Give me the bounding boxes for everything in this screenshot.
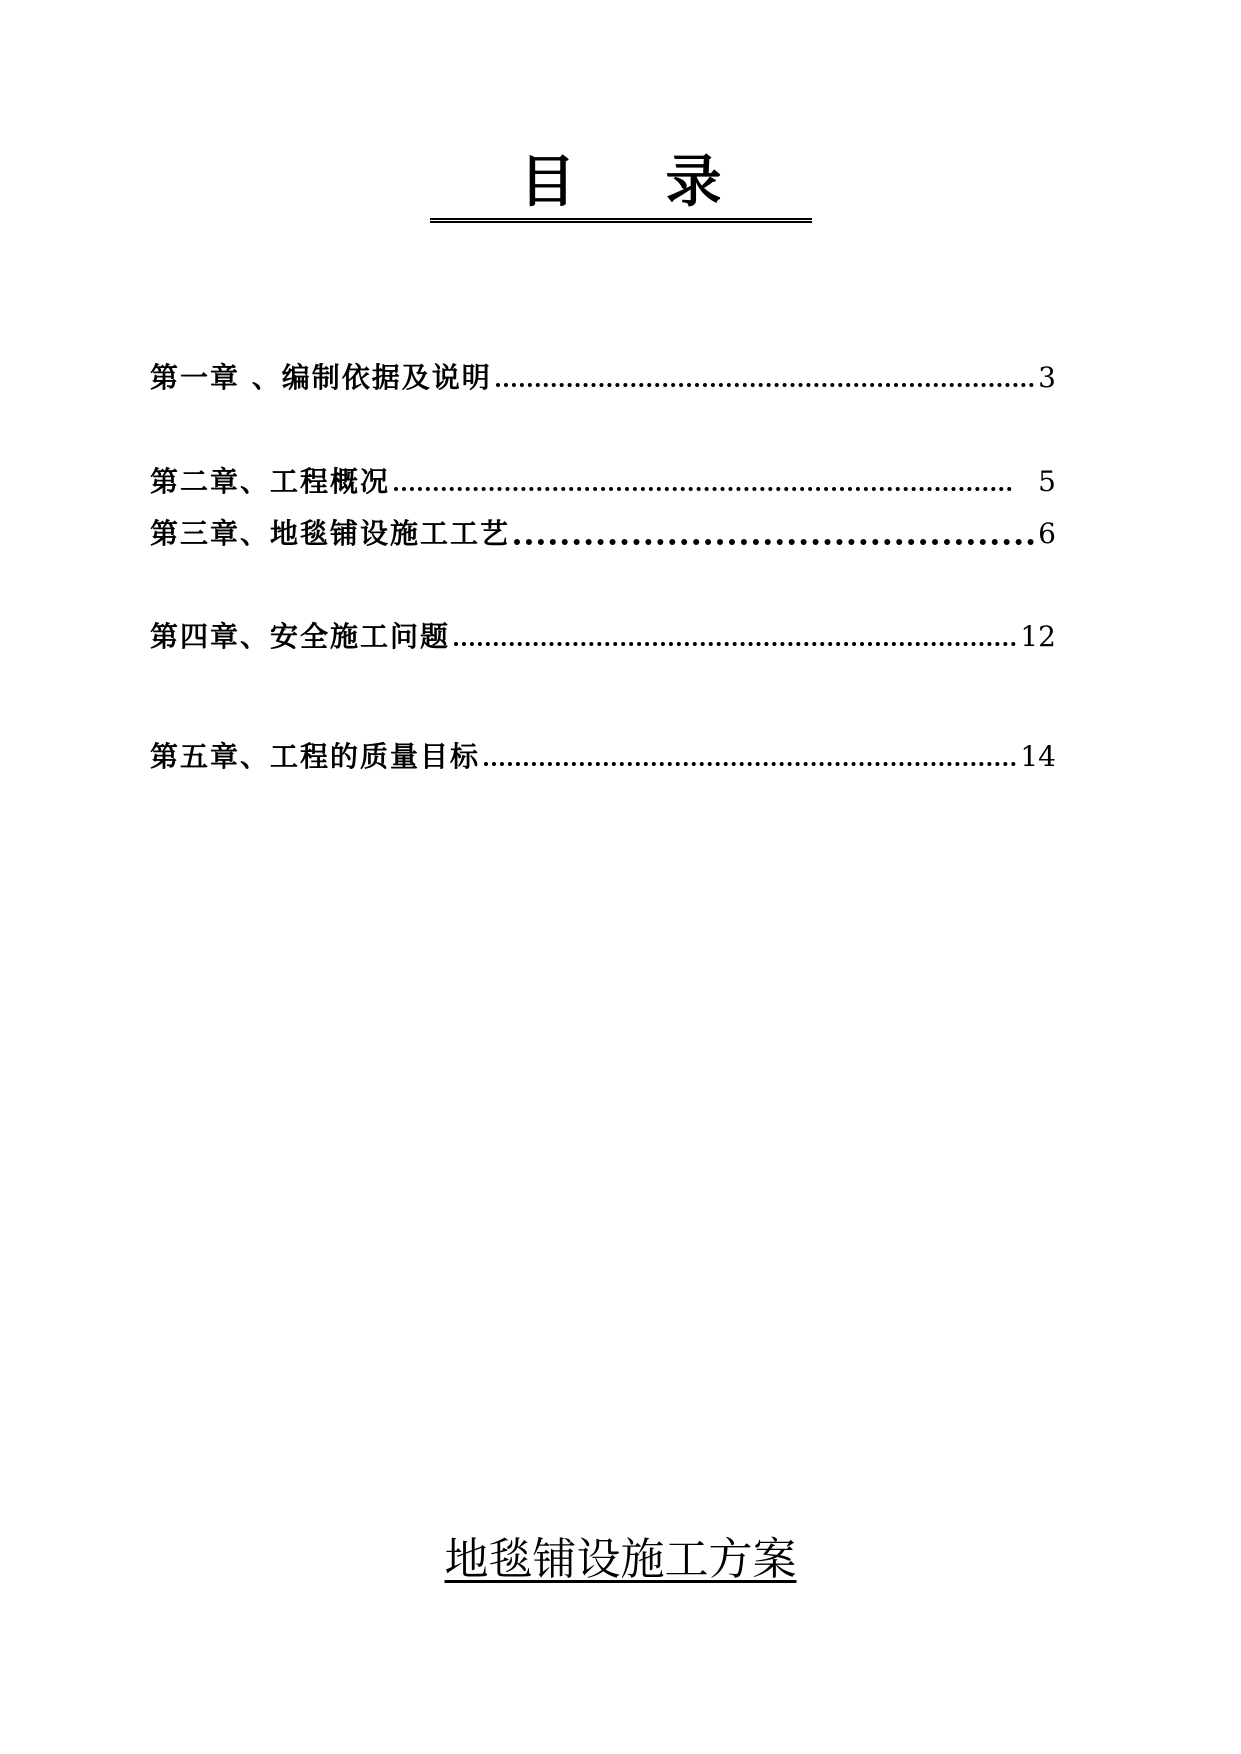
toc-entry-label: 第一章 、编制依据及说明 (150, 361, 492, 394)
toc-entry-1[interactable] (150, 358, 1056, 398)
toc-entry-2[interactable] (150, 462, 1056, 502)
toc-dot-leader (454, 642, 1016, 646)
document-title: 地毯铺设施工方案 (444, 1534, 797, 1585)
toc-dot-leader (496, 383, 1034, 387)
toc-title: 目录 (430, 150, 812, 223)
toc-dot-leader (484, 762, 1016, 766)
toc-dot-leader (394, 487, 1012, 491)
toc-entry-5[interactable] (150, 737, 1056, 777)
toc-entry-3[interactable] (150, 514, 1056, 554)
toc-entry-page: 6 (1038, 517, 1056, 550)
toc-entry-page: 5 (1038, 465, 1056, 498)
toc-entry-label: 第四章、安全施工问题 (150, 620, 451, 653)
toc-entry-label: 第二章、工程概况 (150, 465, 391, 498)
toc-entry-page: 14 (1020, 740, 1056, 773)
toc-entry-page: 12 (1020, 620, 1056, 653)
toc-heading (0, 150, 1241, 223)
toc-dot-leader (514, 539, 1034, 545)
toc-entry-label: 第三章、地毯铺设施工工艺 (150, 517, 511, 550)
toc-entry-label: 第五章、工程的质量目标 (150, 740, 481, 773)
document-title-block (0, 1532, 1241, 1588)
toc-entry-page: 3 (1038, 361, 1056, 394)
toc-entry-4[interactable] (150, 617, 1056, 657)
